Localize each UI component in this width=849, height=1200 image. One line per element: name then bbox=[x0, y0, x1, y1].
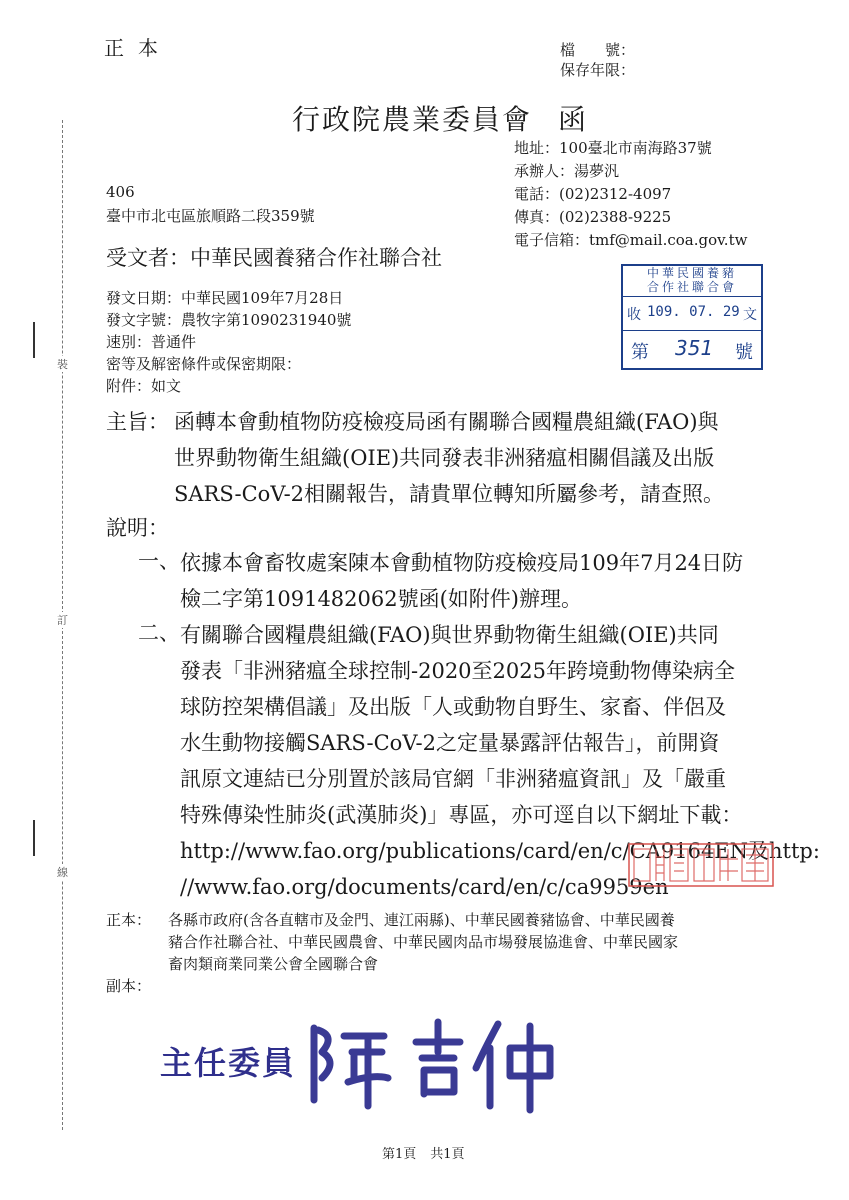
item-line: 訊原文連結已分別置於該局官網「非洲豬瘟資訊」及「嚴重 bbox=[180, 767, 726, 791]
sender-fax: 傳真：(02)2388-9225 bbox=[514, 208, 672, 226]
item-line: 有關聯合國糧農組織(FAO)與世界動物衛生組織(OIE)共同 bbox=[180, 623, 719, 647]
stamp-no-value: 351 bbox=[675, 336, 714, 360]
stamp-number-row bbox=[623, 330, 761, 368]
stamp-left-char: 收 bbox=[627, 307, 641, 323]
item-line: 依據本會畜牧處案陳本會動植物防疫檢疫局109年7月24日防 bbox=[180, 551, 744, 575]
subject-line: 函轉本會動植物防疫檢疫局函有關聯合國糧農組織(FAO)與 bbox=[174, 410, 719, 434]
street-address: 臺中市北屯區旅順路二段359號 bbox=[106, 207, 315, 225]
document-title bbox=[292, 98, 588, 138]
cc-recipients bbox=[168, 909, 678, 975]
item-line: 特殊傳染性肺炎(武漢肺炎)」專區，亦可逕自以下網址下載： bbox=[180, 803, 743, 827]
item-line: 球防控架構倡議」及出版「人或動物自野生、家畜、伴侶及 bbox=[180, 695, 726, 719]
sender-email: 電子信箱：tmf@mail.coa.gov.tw bbox=[514, 231, 748, 249]
subject-text bbox=[174, 404, 724, 512]
copy-label: 副本： bbox=[106, 977, 152, 995]
binding-char: 線 bbox=[57, 866, 68, 879]
item-line: 檢二字第1091482062號函(如附件)辦理。 bbox=[180, 587, 582, 611]
stamp-org bbox=[623, 266, 761, 297]
doc-number: 發文字號：農牧字第1090231940號 bbox=[106, 311, 352, 329]
item-line: 發表「非洲豬瘟全球控制-2020至2025年跨境動物傳染病全 bbox=[180, 659, 735, 683]
explanation-label: 說明： bbox=[106, 516, 169, 540]
subject-line: 世界動物衛生組織(OIE)共同發表非洲豬瘟相關倡議及出版 bbox=[174, 446, 715, 470]
cc-label: 正本： bbox=[106, 911, 152, 929]
stamp-org-line2: 合作社聯合會 bbox=[646, 280, 737, 294]
page-total: 共1頁 bbox=[430, 1147, 465, 1162]
item-line: 水生動物接觸SARS-CoV-2之定量暴露評估報告」，前開資 bbox=[180, 731, 720, 755]
sender-info bbox=[514, 137, 747, 252]
recipient: 受文者：中華民國養豬合作社聯合社 bbox=[106, 246, 442, 270]
cc-line: 豬合作社聯合社、中華民國農會、中華民國肉品市場發展協進會、中華民國家 bbox=[168, 933, 679, 951]
binding-mark bbox=[33, 322, 35, 358]
signatory-title: 主任委員 bbox=[160, 1044, 297, 1082]
file-meta bbox=[560, 40, 635, 80]
stamp-right-char: 文 bbox=[743, 307, 757, 323]
sender-address: 地址：100臺北市南海路37號 bbox=[514, 139, 712, 157]
sender-contact: 承辦人：湯夢汎 bbox=[514, 162, 620, 180]
subject-label: 主旨： bbox=[106, 410, 169, 434]
binding-char: 訂 bbox=[57, 614, 68, 627]
cc-line: 畜肉類商業同業公會全國聯合會 bbox=[168, 955, 379, 973]
speed: 速別：普通件 bbox=[106, 333, 197, 351]
copy-type: 正本 bbox=[104, 36, 172, 60]
postcode: 406 bbox=[106, 183, 135, 201]
file-number-label: 檔 號： bbox=[560, 41, 636, 59]
subject-line: SARS-CoV-2相關報告，請貴單位轉知所屬參考，請查照。 bbox=[174, 482, 725, 506]
binding-char: 裝 bbox=[57, 358, 68, 371]
page-number: 第1頁 bbox=[382, 1147, 417, 1162]
receipt-stamp bbox=[621, 264, 763, 370]
retention-label: 保存年限： bbox=[560, 61, 636, 79]
signature-name bbox=[296, 1008, 566, 1118]
attachment: 附件：如文 bbox=[106, 377, 182, 395]
stamp-no-prefix: 第 bbox=[631, 342, 649, 363]
binding-mark bbox=[33, 820, 35, 856]
explanation-item-1 bbox=[180, 545, 743, 617]
stamp-date: 109. 07. 29 bbox=[647, 304, 740, 320]
page-footer bbox=[382, 1143, 465, 1162]
doc-type: 函 bbox=[558, 103, 589, 136]
sender-phone: 電話：(02)2312-4097 bbox=[514, 185, 672, 203]
document-meta bbox=[106, 287, 351, 397]
recipient-address bbox=[106, 180, 315, 228]
stamp-date-row bbox=[623, 296, 761, 331]
cc-line: 各縣市政府(含各直轄市及金門、連江兩縣)、中華民國養豬協會、中華民國養 bbox=[168, 911, 675, 929]
stamp-no-suffix: 號 bbox=[735, 342, 753, 363]
url-line[interactable]: http://www.fao.org/publications/card/en/c/CA9164EN及http: bbox=[180, 839, 820, 863]
url-line[interactable]: //www.fao.org/documents/card/en/c/ca9959en bbox=[180, 875, 669, 899]
issue-date: 發文日期：中華民國109年7月28日 bbox=[106, 289, 344, 307]
org-name: 行政院農業委員會 bbox=[292, 103, 533, 136]
official-seal bbox=[628, 843, 774, 887]
security-level: 密等及解密條件或保密期限： bbox=[106, 355, 302, 373]
stamp-org-line1: 中華民國養豬 bbox=[646, 266, 737, 280]
item-number: 二、 bbox=[138, 621, 180, 645]
item-number: 一、 bbox=[138, 549, 180, 573]
